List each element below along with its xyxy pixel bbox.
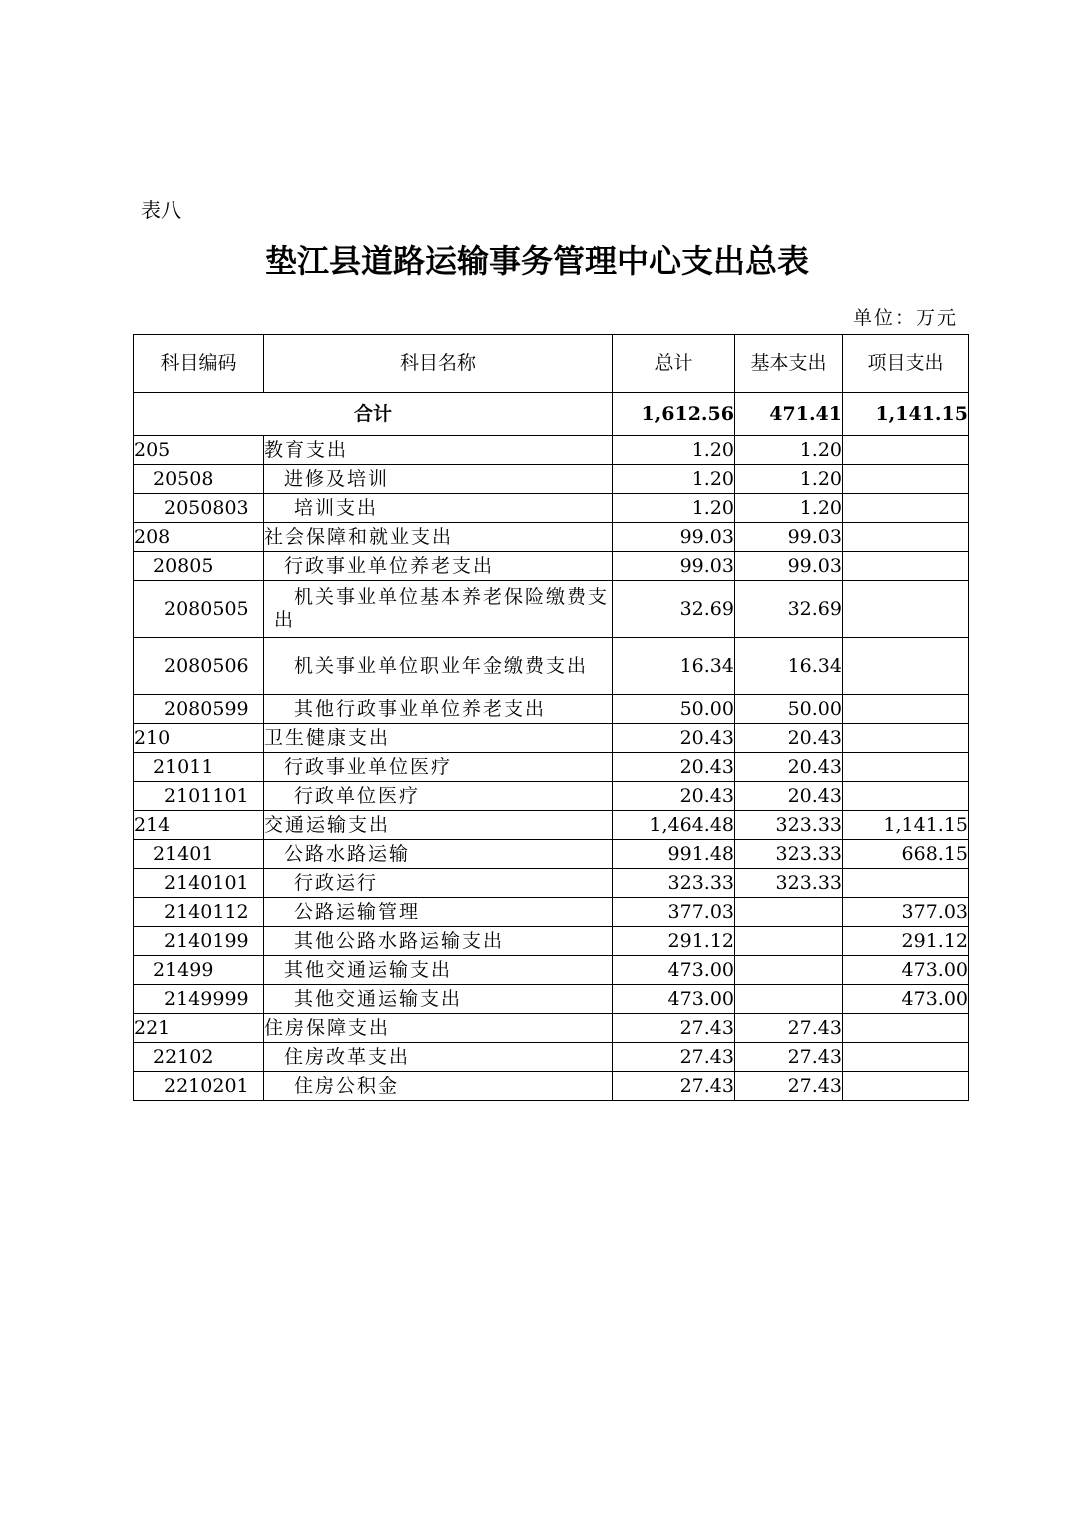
basic-amount: 323.33 xyxy=(735,869,843,898)
table-row xyxy=(134,638,969,695)
total-amount: 991.48 xyxy=(613,840,735,869)
table-row xyxy=(134,898,969,927)
project-amount xyxy=(843,638,969,695)
table-row xyxy=(134,724,969,753)
basic-amount: 20.43 xyxy=(735,724,843,753)
subject-code: 21011 xyxy=(134,753,264,782)
basic-amount xyxy=(735,985,843,1014)
subject-code: 22102 xyxy=(134,1043,264,1072)
subject-name: 培训支出 xyxy=(264,494,613,523)
basic-amount: 50.00 xyxy=(735,695,843,724)
basic-amount: 20.43 xyxy=(735,753,843,782)
table-row xyxy=(134,523,969,552)
total-amount: 27.43 xyxy=(613,1014,735,1043)
table-row xyxy=(134,695,969,724)
total-amount: 50.00 xyxy=(613,695,735,724)
project-amount xyxy=(843,869,969,898)
project-amount xyxy=(843,724,969,753)
unit-label: 单位：万元 xyxy=(852,307,958,329)
table-row xyxy=(134,1014,969,1043)
total-amount: 473.00 xyxy=(613,985,735,1014)
table-header-row xyxy=(134,335,969,393)
subject-name: 行政事业单位养老支出 xyxy=(264,552,613,581)
project-amount: 1,141.15 xyxy=(843,811,969,840)
subject-name: 行政事业单位医疗 xyxy=(264,753,613,782)
total-row xyxy=(134,393,969,436)
subject-name: 其他交通运输支出 xyxy=(264,956,613,985)
subject-code: 2140199 xyxy=(134,927,264,956)
total-amount: 473.00 xyxy=(613,956,735,985)
project-amount: 291.12 xyxy=(843,927,969,956)
subject-code: 21499 xyxy=(134,956,264,985)
table-row xyxy=(134,465,969,494)
total-total: 1,612.56 xyxy=(613,393,735,436)
total-amount: 27.43 xyxy=(613,1072,735,1101)
total-label: 合计 xyxy=(134,393,613,436)
table-label: 表八 xyxy=(141,198,181,222)
project-amount xyxy=(843,436,969,465)
table-row xyxy=(134,1072,969,1101)
basic-amount: 1.20 xyxy=(735,436,843,465)
subject-code: 20508 xyxy=(134,465,264,494)
column-header-code: 科目编码 xyxy=(134,335,264,393)
project-amount xyxy=(843,465,969,494)
subject-code: 21401 xyxy=(134,840,264,869)
total-amount: 20.43 xyxy=(613,782,735,811)
basic-amount: 27.43 xyxy=(735,1014,843,1043)
project-amount xyxy=(843,581,969,638)
subject-code: 2210201 xyxy=(134,1072,264,1101)
total-amount: 99.03 xyxy=(613,523,735,552)
total-amount: 1.20 xyxy=(613,465,735,494)
subject-name: 社会保障和就业支出 xyxy=(264,523,613,552)
subject-code: 2140101 xyxy=(134,869,264,898)
project-amount xyxy=(843,494,969,523)
project-amount xyxy=(843,552,969,581)
expense-summary-table xyxy=(133,334,969,1101)
project-amount xyxy=(843,782,969,811)
table-row xyxy=(134,1043,969,1072)
subject-name: 其他公路水路运输支出 xyxy=(264,927,613,956)
basic-amount xyxy=(735,956,843,985)
basic-amount: 99.03 xyxy=(735,552,843,581)
basic-amount: 27.43 xyxy=(735,1072,843,1101)
subject-code: 208 xyxy=(134,523,264,552)
subject-code: 2050803 xyxy=(134,494,264,523)
table-row xyxy=(134,985,969,1014)
document-title: 垫江县道路运输事务管理中心支出总表 xyxy=(264,242,809,280)
project-amount xyxy=(843,1014,969,1043)
total-amount: 16.34 xyxy=(613,638,735,695)
subject-code: 210 xyxy=(134,724,264,753)
total-basic: 471.41 xyxy=(735,393,843,436)
subject-name: 住房公积金 xyxy=(264,1072,613,1101)
subject-name: 行政单位医疗 xyxy=(264,782,613,811)
subject-code: 205 xyxy=(134,436,264,465)
basic-amount: 27.43 xyxy=(735,1043,843,1072)
basic-amount xyxy=(735,898,843,927)
subject-code: 2140112 xyxy=(134,898,264,927)
table-row xyxy=(134,436,969,465)
subject-name: 其他行政事业单位养老支出 xyxy=(264,695,613,724)
subject-name: 进修及培训 xyxy=(264,465,613,494)
basic-amount: 1.20 xyxy=(735,494,843,523)
subject-name: 卫生健康支出 xyxy=(264,724,613,753)
subject-code: 2101101 xyxy=(134,782,264,811)
total-amount: 1.20 xyxy=(613,494,735,523)
subject-name: 住房改革支出 xyxy=(264,1043,613,1072)
basic-amount: 323.33 xyxy=(735,811,843,840)
subject-code: 2080506 xyxy=(134,638,264,695)
subject-name: 机关事业单位基本养老保险缴费支出 xyxy=(264,581,613,638)
subject-code: 2080505 xyxy=(134,581,264,638)
table-row xyxy=(134,753,969,782)
subject-name: 行政运行 xyxy=(264,869,613,898)
total-amount: 377.03 xyxy=(613,898,735,927)
subject-code: 221 xyxy=(134,1014,264,1043)
total-amount: 1.20 xyxy=(613,436,735,465)
project-amount: 473.00 xyxy=(843,956,969,985)
table-row xyxy=(134,782,969,811)
project-amount: 377.03 xyxy=(843,898,969,927)
project-amount xyxy=(843,753,969,782)
table-row xyxy=(134,840,969,869)
basic-amount: 20.43 xyxy=(735,782,843,811)
total-amount: 27.43 xyxy=(613,1043,735,1072)
table-row xyxy=(134,927,969,956)
basic-amount: 1.20 xyxy=(735,465,843,494)
project-amount xyxy=(843,1072,969,1101)
column-header-project: 项目支出 xyxy=(843,335,969,393)
basic-amount: 16.34 xyxy=(735,638,843,695)
subject-name: 公路水路运输 xyxy=(264,840,613,869)
project-amount: 473.00 xyxy=(843,985,969,1014)
subject-name: 机关事业单位职业年金缴费支出 xyxy=(264,638,613,695)
subject-name: 其他交通运输支出 xyxy=(264,985,613,1014)
subject-code: 214 xyxy=(134,811,264,840)
basic-amount: 99.03 xyxy=(735,523,843,552)
project-amount xyxy=(843,695,969,724)
table-row xyxy=(134,581,969,638)
subject-code: 2149999 xyxy=(134,985,264,1014)
total-amount: 291.12 xyxy=(613,927,735,956)
project-amount: 668.15 xyxy=(843,840,969,869)
total-amount: 20.43 xyxy=(613,753,735,782)
basic-amount: 323.33 xyxy=(735,840,843,869)
table-row xyxy=(134,869,969,898)
total-amount: 32.69 xyxy=(613,581,735,638)
subject-code: 20805 xyxy=(134,552,264,581)
subject-name: 公路运输管理 xyxy=(264,898,613,927)
project-amount xyxy=(843,523,969,552)
subject-name: 交通运输支出 xyxy=(264,811,613,840)
subject-code: 2080599 xyxy=(134,695,264,724)
table-row xyxy=(134,494,969,523)
table-row xyxy=(134,552,969,581)
subject-name: 教育支出 xyxy=(264,436,613,465)
column-header-basic: 基本支出 xyxy=(735,335,843,393)
basic-amount xyxy=(735,927,843,956)
project-amount xyxy=(843,1043,969,1072)
column-header-total: 总计 xyxy=(613,335,735,393)
basic-amount: 32.69 xyxy=(735,581,843,638)
table-row xyxy=(134,956,969,985)
total-amount: 1,464.48 xyxy=(613,811,735,840)
total-amount: 323.33 xyxy=(613,869,735,898)
total-project: 1,141.15 xyxy=(843,393,969,436)
total-amount: 20.43 xyxy=(613,724,735,753)
subject-name: 住房保障支出 xyxy=(264,1014,613,1043)
total-amount: 99.03 xyxy=(613,552,735,581)
table-row xyxy=(134,811,969,840)
column-header-name: 科目名称 xyxy=(264,335,613,393)
